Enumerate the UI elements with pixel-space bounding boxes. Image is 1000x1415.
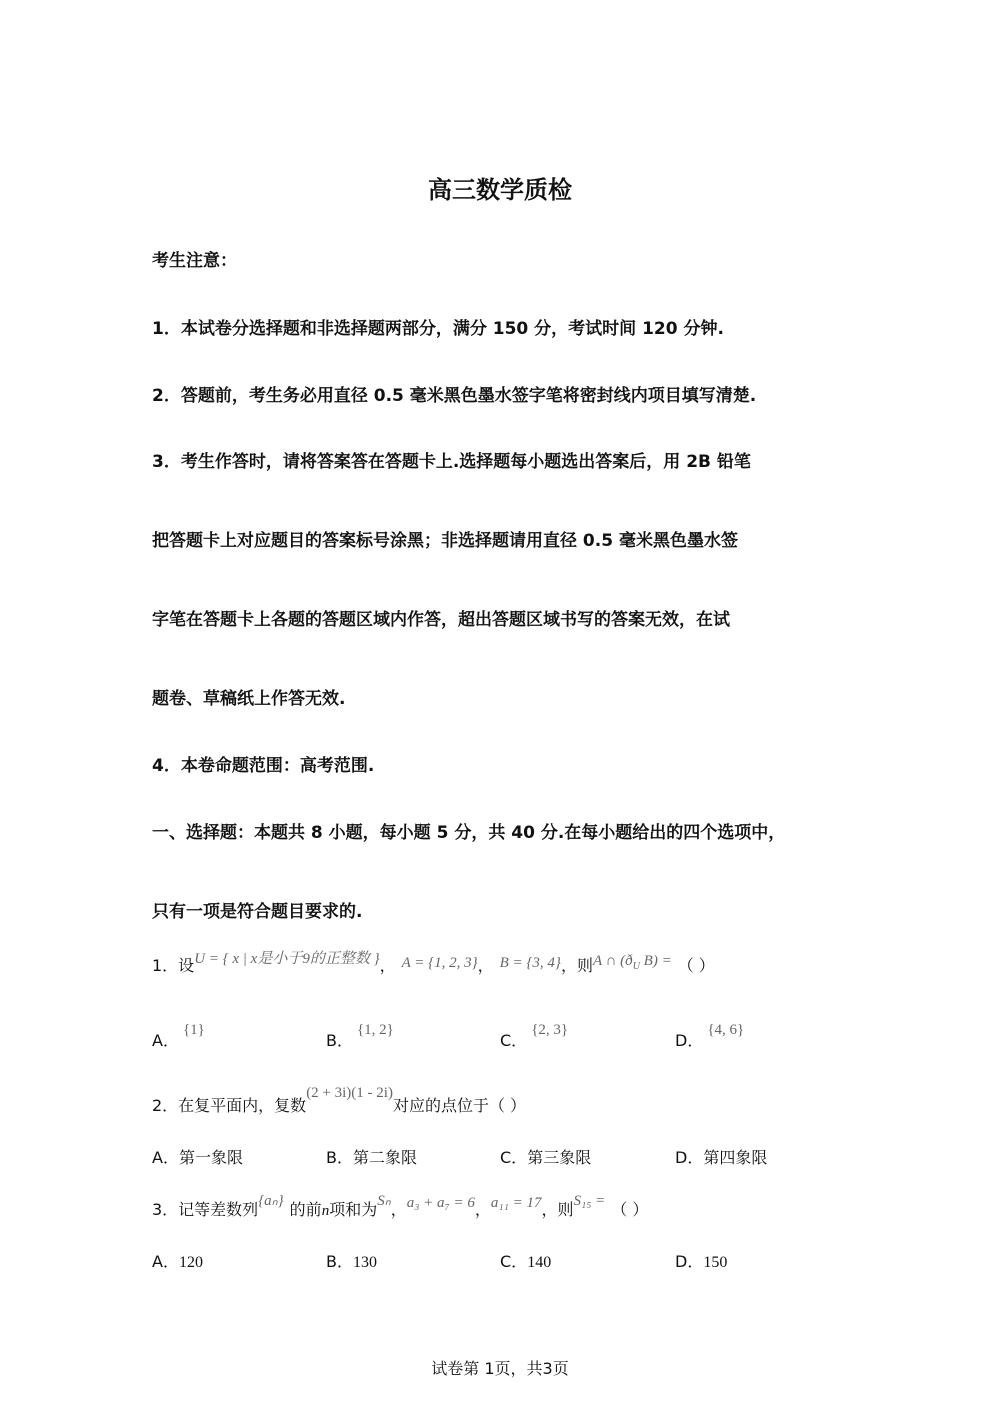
notice-line-6: 题卷、草稿纸上作答无效. <box>152 689 346 709</box>
q3-sn: Sₙ <box>377 1193 391 1209</box>
q2-option-d <box>675 1145 767 1168</box>
q1-set-b: B = {3, 4} <box>499 955 561 971</box>
option-label: C． <box>500 1252 528 1271</box>
option-value: 140 <box>527 1254 552 1271</box>
notice-heading: 考生注意： <box>152 251 237 271</box>
section-heading: 一、选择题：本题共 8 小题，每小题 5 分，共 40 分.在每小题给出的四个选项中， <box>152 823 786 843</box>
q3-prefix: 3．记等差数列 <box>152 1200 259 1219</box>
q3-text: 项和为 <box>329 1200 378 1219</box>
notice-line-7: 4．本卷命题范围：高考范围. <box>152 756 375 776</box>
option-value: 第二象限 <box>352 1148 417 1167</box>
option-label: A． <box>152 1148 179 1167</box>
option-label: B． <box>326 1148 353 1167</box>
option-label: A． <box>152 1252 179 1271</box>
q1-set-a: A = {1, 2, 3} <box>401 955 478 971</box>
q2-option-a <box>152 1145 243 1168</box>
q1-option-c <box>500 1022 569 1051</box>
page-title: 高三数学质检 <box>428 176 572 204</box>
q1-expr-sub: U <box>632 961 640 972</box>
notice-line-3: 3．考生作答时，请将答案答在答题卡上.选择题每小题选出答案后，用 2B 铅笔 <box>152 452 751 472</box>
q1-sep: ， <box>477 956 494 975</box>
option-label: B． <box>326 1031 353 1050</box>
q1-expression <box>592 953 672 972</box>
option-value: {1} <box>182 1022 205 1038</box>
option-value: {2, 3} <box>531 1022 569 1038</box>
option-value: 第一象限 <box>178 1148 243 1167</box>
q1-option-d <box>675 1022 745 1051</box>
q1-prefix: 1．设 <box>152 956 195 975</box>
notice-line-5: 字笔在答题卡上各题的答题区域内作答，超出答题区域书写的答案无效，在试 <box>152 610 730 630</box>
q3-answer-paren: （ ） <box>611 1200 649 1219</box>
q1-expr-main: A ∩ (ð <box>592 953 633 969</box>
q1-sep: ， <box>379 956 396 975</box>
q1-set-u: U = { x | x是小于9的正整数 } <box>194 951 380 967</box>
q3-sep: ， <box>390 1200 407 1219</box>
q3-sep: ，则 <box>541 1200 574 1219</box>
option-value: 第三象限 <box>527 1148 592 1167</box>
q2-expression: (2 + 3i)(1 - 2i) <box>306 1085 393 1101</box>
q1-sep: ，则 <box>560 956 593 975</box>
option-value: {4, 6} <box>707 1022 745 1038</box>
notice-line-1: 1．本试卷分选择题和非选择题两部分，满分 150 分，考试时间 120 分钟. <box>152 319 724 339</box>
q3-condition-2: a₁₁ = 17 <box>490 1195 542 1211</box>
question-2 <box>152 1085 527 1116</box>
q3-condition-1: a₃ + a₇ = 6 <box>406 1195 475 1211</box>
option-value: 130 <box>352 1254 377 1271</box>
option-label: D． <box>675 1031 704 1050</box>
q1-option-a <box>152 1022 205 1051</box>
notice-line-4: 把答题卡上对应题目的答案标号涂黑；非选择题请用直径 0.5 毫米黑色墨水签 <box>152 531 738 551</box>
q2-prefix: 2．在复平面内，复数 <box>152 1096 307 1115</box>
option-value: 第四象限 <box>703 1148 768 1167</box>
q3-text: 的前 <box>289 1200 322 1219</box>
q3-option-c <box>500 1249 551 1272</box>
option-value: {1, 2} <box>356 1022 394 1038</box>
option-value: 120 <box>178 1254 203 1271</box>
option-label: D． <box>675 1148 704 1167</box>
section-heading-cont: 只有一项是符合题目要求的. <box>152 902 363 922</box>
option-label: B． <box>326 1252 353 1271</box>
question-1 <box>152 953 715 978</box>
q3-option-b <box>326 1249 377 1272</box>
q1-option-b <box>326 1022 394 1051</box>
page-footer: 试卷第 1页，共3页 <box>431 1359 569 1378</box>
option-label: C． <box>500 1031 528 1050</box>
q3-n: n <box>321 1203 330 1219</box>
option-value: 150 <box>703 1254 728 1271</box>
q1-expr-end: B) = <box>639 953 672 969</box>
q2-option-b <box>326 1145 417 1168</box>
option-label: A． <box>152 1031 179 1050</box>
q3-option-d <box>675 1249 727 1272</box>
q3-s15: S₁₅ = <box>573 1193 606 1209</box>
option-label: D． <box>675 1252 704 1271</box>
q2-option-c <box>500 1145 591 1168</box>
q2-suffix: 对应的点位于（ ） <box>392 1096 527 1115</box>
q3-sep: ， <box>474 1200 491 1219</box>
q3-option-a <box>152 1249 203 1272</box>
question-3 <box>152 1193 649 1220</box>
option-label: C． <box>500 1148 528 1167</box>
notice-line-2: 2．答题前，考生务必用直径 0.5 毫米黑色墨水签字笔将密封线内项目填写清楚. <box>152 386 757 406</box>
q1-answer-paren: （ ） <box>677 956 715 975</box>
q3-sequence: {aₙ} <box>258 1193 284 1209</box>
